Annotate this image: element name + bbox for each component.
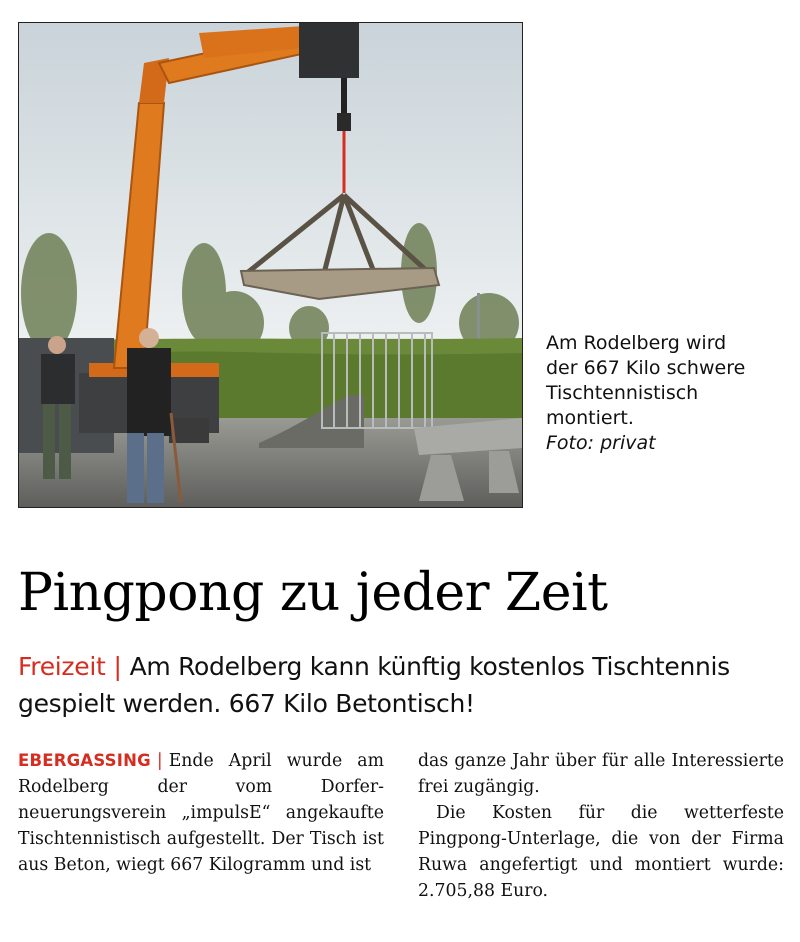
- caption-line: montiert.: [546, 407, 634, 429]
- article-column-1: [18, 748, 384, 878]
- article-body: [18, 748, 788, 933]
- body-paragraph: das ganze Jahr über für alle Interessierte frei zugängig.: [418, 751, 784, 797]
- article-headline: Pingpong zu jeder Zeit: [18, 563, 608, 623]
- subhead-text: Am Rodelberg kann künftig kostenlos Tischtennis gespielt werden. 667 Kilo Betontisch!: [18, 652, 730, 718]
- caption-line: Tischtennistisch: [546, 382, 699, 404]
- dateline: EBERGASSING: [18, 751, 151, 770]
- body-paragraph: Die Kosten für die wetterfeste Pingpong-Unterlage, die von der Firma Ruwa angefertigt und montiert wurde: 2.705,88 Euro.: [418, 803, 784, 901]
- body-paragraph: [18, 748, 384, 878]
- photo-credit: Foto: privat: [546, 432, 656, 454]
- photo-caption: [546, 331, 796, 456]
- dateline-separator: |: [156, 751, 163, 771]
- news-photo: [18, 22, 523, 508]
- crane-photo-illustration: [19, 23, 522, 507]
- caption-line: Am Rodelberg wird: [546, 332, 727, 354]
- article-subhead: [18, 648, 788, 722]
- kicker-separator: |: [113, 652, 122, 681]
- body-text: Ende April wurde am Rodelberg der vom Dorferneuerungsverein „impulsE“ angekaufte Tischtennistisch aufgestellt. Der Tisch ist aus Beton, wiegt 667 Kilogramm und ist: [18, 751, 384, 875]
- section-kicker: Freizeit: [18, 652, 106, 681]
- caption-line: der 667 Kilo schwere: [546, 357, 746, 379]
- article-column-2: [418, 748, 784, 904]
